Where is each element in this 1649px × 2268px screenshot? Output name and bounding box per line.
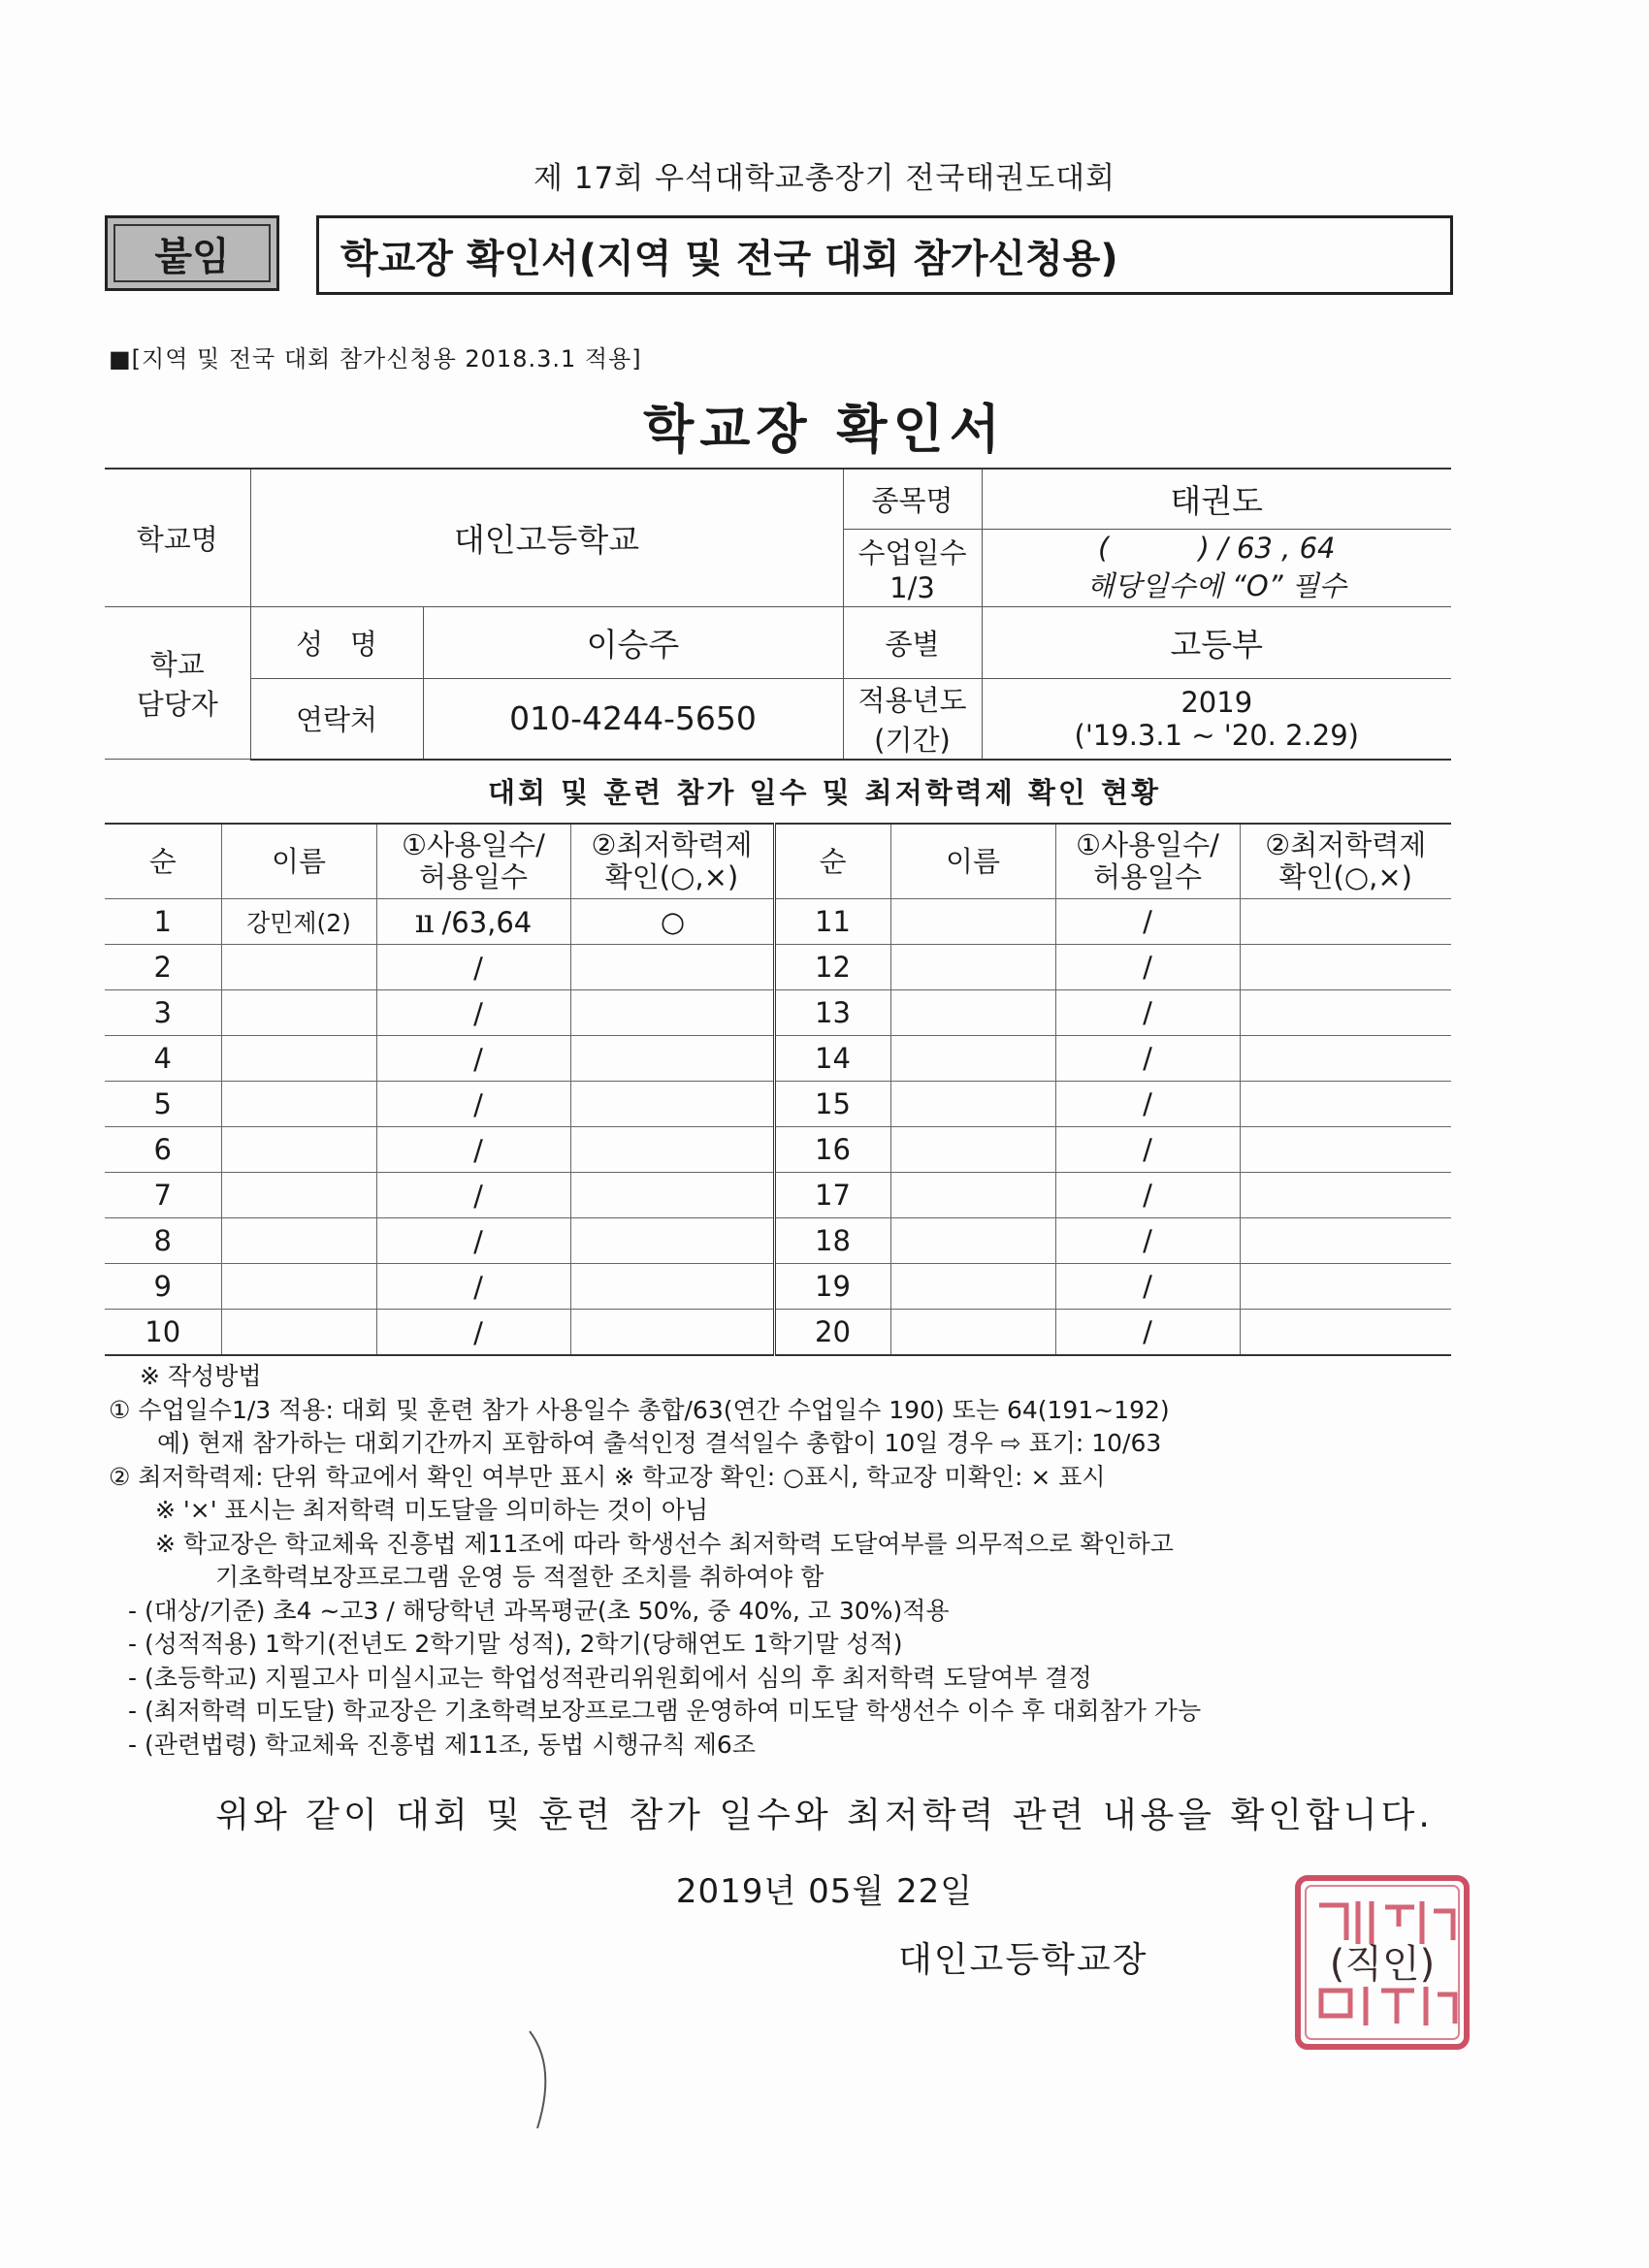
allowed-days: / — [473, 1088, 483, 1121]
class-days-value-line1: ( ) / 63 , 64 — [1098, 531, 1336, 565]
main-title: 학교장 확인서 — [643, 399, 1006, 460]
header-min-line1: ②최저학력제 — [1265, 828, 1427, 861]
header-min-line2: 확인(○,×) — [604, 860, 739, 893]
allowed-days: /63,64 — [441, 906, 533, 939]
allowed-days: / — [473, 1043, 483, 1076]
row-order: 8 — [105, 1218, 221, 1264]
class-days-label-line2: 1/3 — [889, 570, 935, 604]
row-name — [221, 1036, 376, 1082]
table-row — [105, 1264, 1451, 1310]
row-days: / — [1055, 1036, 1240, 1082]
header-days-line2: 허용일수 — [418, 860, 529, 893]
allowed-days: / — [473, 1316, 483, 1349]
row-order: 11 — [774, 899, 890, 945]
header-name-left: 이름 — [221, 824, 376, 899]
row-order: 2 — [105, 945, 221, 990]
header-min-right — [1240, 824, 1451, 899]
row-name — [221, 1127, 376, 1173]
class-days-label-line1: 수업일수 — [857, 535, 967, 569]
instructions — [109, 1360, 1467, 1762]
row-days: / — [1055, 1310, 1240, 1356]
table-row — [105, 899, 1451, 945]
header-days-line1: ①사용일수/ — [402, 828, 545, 861]
header-min-line2: 확인(○,×) — [1278, 860, 1412, 893]
competition-title: 제 17회 우석대학교총장기 전국태권도대회 — [533, 161, 1116, 196]
row-name — [221, 1310, 376, 1356]
row-min-check — [570, 1082, 774, 1127]
row-min-check — [1240, 945, 1451, 990]
year-value — [982, 678, 1451, 760]
row-days: / — [1055, 1173, 1240, 1218]
row-days — [376, 945, 570, 990]
row-min-check — [1240, 1264, 1451, 1310]
row-order: 4 — [105, 1036, 221, 1082]
header-title: 학교장 확인서(지역 및 전국 대회 참가신청용) — [340, 236, 1118, 281]
attach-label-box — [105, 215, 279, 291]
attach-label: 붙임 — [154, 234, 230, 279]
table-row — [105, 945, 1451, 990]
row-min-check — [1240, 1310, 1451, 1356]
name-label: 성 명 — [250, 606, 423, 678]
manager-label-line2: 담당자 — [136, 687, 218, 721]
row-min-check — [570, 1264, 774, 1310]
header-order-right: 순 — [774, 824, 890, 899]
sub-note: ■[지역 및 전국 대회 참가신청용 2018.3.1 적용] — [109, 345, 642, 373]
row-name — [890, 899, 1055, 945]
row-name — [890, 1082, 1055, 1127]
table-row — [105, 990, 1451, 1036]
allowed-days: / — [473, 1134, 483, 1167]
row-name — [890, 990, 1055, 1036]
table-row — [105, 1082, 1451, 1127]
row-order: 18 — [774, 1218, 890, 1264]
header-title-box — [316, 215, 1453, 295]
header-days-line1: ①사용일수/ — [1076, 828, 1219, 861]
row-min-check — [1240, 990, 1451, 1036]
allowed-days: / — [473, 1225, 483, 1258]
class-days-value — [982, 529, 1451, 606]
official-seal-icon — [1292, 1872, 1472, 2053]
sport-value: 태권도 — [982, 469, 1451, 529]
instruction-line: ② 최저학력제: 단위 학교에서 확인 여부만 표시 ※ 학교장 확인: ○표시, 학교장 미확인: × 표시 — [109, 1462, 1106, 1491]
row-order: 7 — [105, 1173, 221, 1218]
row-name — [890, 1218, 1055, 1264]
instruction-line: - (최저학력 미도달) 학교장은 기초학력보장프로그램 운영하여 미도달 학생선수 이수 후 대회참가 가능 — [128, 1697, 1202, 1725]
header-min-line1: ②최저학력제 — [591, 828, 753, 861]
division-label: 종별 — [843, 606, 982, 678]
allowed-days: / — [473, 952, 483, 985]
row-min-check — [570, 1127, 774, 1173]
row-days — [376, 1082, 570, 1127]
row-order: 9 — [105, 1264, 221, 1310]
row-days: / — [1055, 945, 1240, 990]
row-min-check — [1240, 1127, 1451, 1173]
division-value: 고등부 — [982, 606, 1451, 678]
year-value-line1: 2019 — [1180, 685, 1253, 719]
row-name — [221, 945, 376, 990]
year-label-line2: (기간) — [874, 723, 951, 757]
row-days — [376, 1036, 570, 1082]
row-name: 강민제(2) — [221, 899, 376, 945]
row-days — [376, 1127, 570, 1173]
row-name — [890, 1173, 1055, 1218]
row-min-check — [570, 1036, 774, 1082]
header-min-left — [570, 824, 774, 899]
row-days: / — [1055, 990, 1240, 1036]
scan-mark-icon — [524, 2027, 563, 2134]
row-order: 3 — [105, 990, 221, 1036]
row-order: 15 — [774, 1082, 890, 1127]
allowed-days: / — [473, 1180, 483, 1213]
row-order: 14 — [774, 1036, 890, 1082]
row-min-check: ○ — [570, 899, 774, 945]
contact-label: 연락처 — [250, 678, 423, 760]
row-name — [890, 1310, 1055, 1356]
row-min-check — [1240, 1082, 1451, 1127]
row-min-check — [570, 1173, 774, 1218]
table-row — [105, 1036, 1451, 1082]
class-days-label — [843, 529, 982, 606]
header-order-left: 순 — [105, 824, 221, 899]
row-order: 5 — [105, 1082, 221, 1127]
row-days: / — [1055, 1218, 1240, 1264]
instruction-line: ※ 학교장은 학교체육 진흥법 제11조에 따라 학생선수 최저학력 도달여부를 의무적으로 확인하고 — [155, 1529, 1174, 1558]
row-days — [376, 1173, 570, 1218]
row-order: 19 — [774, 1264, 890, 1310]
instruction-line: 기초학력보장프로그램 운영 등 적절한 조치를 취하여야 함 — [215, 1563, 824, 1591]
year-label-line1: 적용년도 — [857, 683, 967, 717]
row-days: / — [1055, 1264, 1240, 1310]
header-days-right — [1055, 824, 1240, 899]
row-days: / — [1055, 1082, 1240, 1127]
sport-label: 종목명 — [843, 469, 982, 529]
row-min-check — [1240, 1036, 1451, 1082]
row-name — [221, 990, 376, 1036]
instruction-line: ※ 작성방법 — [140, 1362, 262, 1390]
table-row — [105, 1218, 1451, 1264]
row-order: 16 — [774, 1127, 890, 1173]
row-name — [221, 1218, 376, 1264]
school-label: 학교명 — [105, 469, 250, 606]
row-name — [221, 1082, 376, 1127]
instruction-line: - (관련법령) 학교체육 진흥법 제11조, 동법 시행규칙 제6조 — [128, 1730, 756, 1759]
used-days-handwritten: ıı — [414, 902, 433, 941]
row-name — [221, 1173, 376, 1218]
row-days: / — [1055, 899, 1240, 945]
section-title: 대회 및 훈련 참가 일수 및 최저학력제 확인 현황 — [487, 776, 1162, 809]
row-days — [376, 899, 570, 945]
row-min-check — [1240, 1218, 1451, 1264]
header-days-left — [376, 824, 570, 899]
table-row — [105, 1173, 1451, 1218]
row-min-check — [570, 990, 774, 1036]
allowed-days: / — [473, 997, 483, 1030]
row-min-check — [570, 1310, 774, 1356]
issue-date: 2019년 05월 22일 — [675, 1872, 974, 1911]
instruction-line: ① 수업일수1/3 적용: 대회 및 훈련 참가 사용일수 총합/63(연간 수업일수 190) 또는 64(191~192) — [109, 1395, 1170, 1424]
row-name — [890, 1127, 1055, 1173]
row-order: 6 — [105, 1127, 221, 1173]
seal-text: (직인) — [1329, 1942, 1436, 1987]
contact-value: 010-4244-5650 — [423, 678, 843, 760]
table-row — [105, 1310, 1451, 1356]
row-name — [890, 1036, 1055, 1082]
class-days-value-line2: 해당일수에 “O” 필수 — [1086, 568, 1346, 602]
row-min-check — [570, 1218, 774, 1264]
row-order: 13 — [774, 990, 890, 1036]
row-min-check — [1240, 899, 1451, 945]
header-days-line2: 허용일수 — [1092, 860, 1203, 893]
instruction-line: - (대상/기준) 초4 ~고3 / 해당학년 과목평균(초 50%, 중 40%, 고 30%)적용 — [128, 1596, 950, 1625]
row-days — [376, 1218, 570, 1264]
instruction-line: 예) 현재 참가하는 대회기간까지 포함하여 출석인정 결석일수 총합이 10일 경우 ⇨ 표기: 10/63 — [157, 1429, 1162, 1457]
row-name — [221, 1264, 376, 1310]
row-name — [890, 945, 1055, 990]
row-name — [890, 1264, 1055, 1310]
info-table — [105, 468, 1451, 761]
row-days — [376, 1264, 570, 1310]
year-value-line2: ('19.3.1 ~ '20. 2.29) — [1074, 718, 1359, 752]
row-order: 1 — [105, 899, 221, 945]
instruction-line: ※ '×' 표시는 최저학력 미도달을 의미하는 것이 아님 — [155, 1496, 709, 1524]
manager-label — [105, 606, 250, 760]
row-days — [376, 990, 570, 1036]
row-min-check — [570, 945, 774, 990]
school-name: 대인고등학교 — [250, 469, 843, 606]
name-value: 이승주 — [423, 606, 843, 678]
row-order: 20 — [774, 1310, 890, 1356]
signer-name: 대인고등학교장 — [898, 1940, 1148, 1980]
allowed-days: / — [473, 1271, 483, 1304]
year-label — [843, 678, 982, 760]
row-order: 12 — [774, 945, 890, 990]
instruction-line: - (초등학교) 지필고사 미실시교는 학업성적관리위원회에서 심의 후 최저학력 도달여부 결정 — [128, 1663, 1092, 1692]
table-row — [105, 1127, 1451, 1173]
header-name-right: 이름 — [890, 824, 1055, 899]
row-min-check — [1240, 1173, 1451, 1218]
participation-table — [105, 823, 1451, 1356]
row-days: / — [1055, 1127, 1240, 1173]
row-days — [376, 1310, 570, 1356]
row-order: 10 — [105, 1310, 221, 1356]
instruction-line: - (성적적용) 1학기(전년도 2학기말 성적), 2학기(당해연도 1학기말 성적) — [128, 1630, 903, 1658]
confirm-statement: 위와 같이 대회 및 훈련 참가 일수와 최저학력 관련 내용을 확인합니다. — [215, 1796, 1434, 1835]
manager-label-line1: 학교 — [149, 647, 205, 681]
row-order: 17 — [774, 1173, 890, 1218]
